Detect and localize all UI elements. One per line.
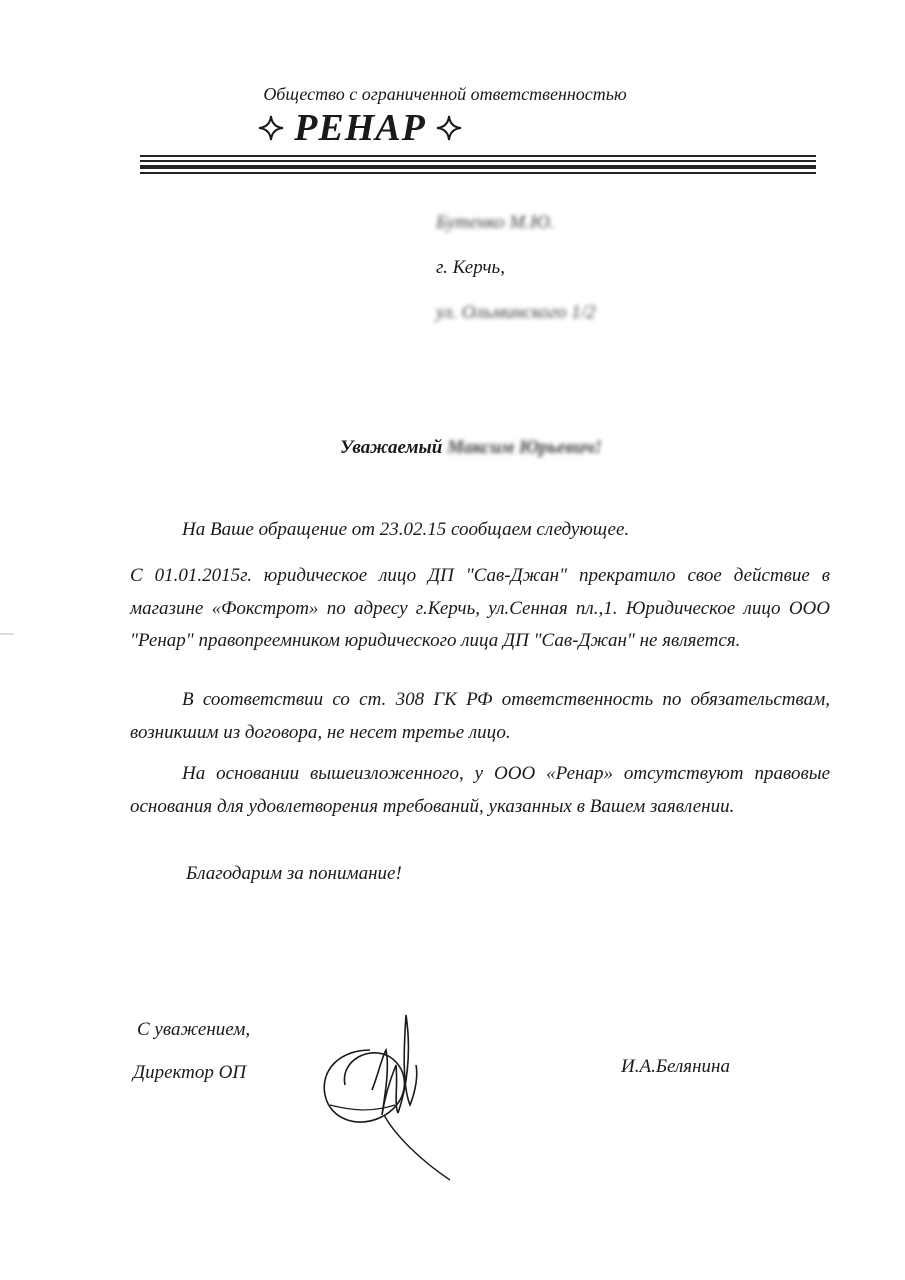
handwritten-signature [300,995,460,1185]
salutation-name: Максим Юрьевич! [447,437,602,458]
recipient-city: г. Керчь, [436,257,505,278]
scan-artifact [0,633,14,635]
org-type-line: Общество с ограниченной ответственностью [263,84,627,104]
letterhead-divider [140,155,816,177]
paragraph-law: В соответствии со ст. 308 ГК РФ ответственность по обязательствам, возникшим из договора, не несет третье лицо. [130,689,830,743]
star-icon-right [436,115,462,141]
signer-position: Директор ОП [133,1062,247,1083]
brand-name: РЕНАР [294,107,426,149]
salutation-prefix: Уважаемый [340,437,443,458]
paragraph-conclusion: На основании вышеизложенного, у ООО «Ренар» отсутствуют правовые основания для удовлетворения требований, указанных в Вашем заявлении. [130,763,830,817]
recipient-name: Бутенко М.Ю. [436,212,555,233]
signer-name: И.А.Белянина [621,1056,730,1077]
brand-row [0,106,720,150]
paragraph-main: С 01.01.2015г. юридическое лицо ДП "Сав-Джан" прекратило свое действие в магазине «Фокстрот» по адресу г.Керчь, ул.Сенная пл.,1. Юридическое лицо ООО "Ренар" правопреемником юридического лица ДП "Сав-Джан" не является. [130,565,830,651]
star-icon-left [258,115,284,141]
closing: С уважением, [137,1019,251,1040]
recipient-street: ул. Ольминского 1/2 [436,302,596,323]
paragraph-intro: На Ваше обращение от 23.02.15 сообщаем следующее. [182,519,630,540]
salutation [340,437,602,459]
paragraph-thanks: Благодарим за понимание! [186,863,402,884]
